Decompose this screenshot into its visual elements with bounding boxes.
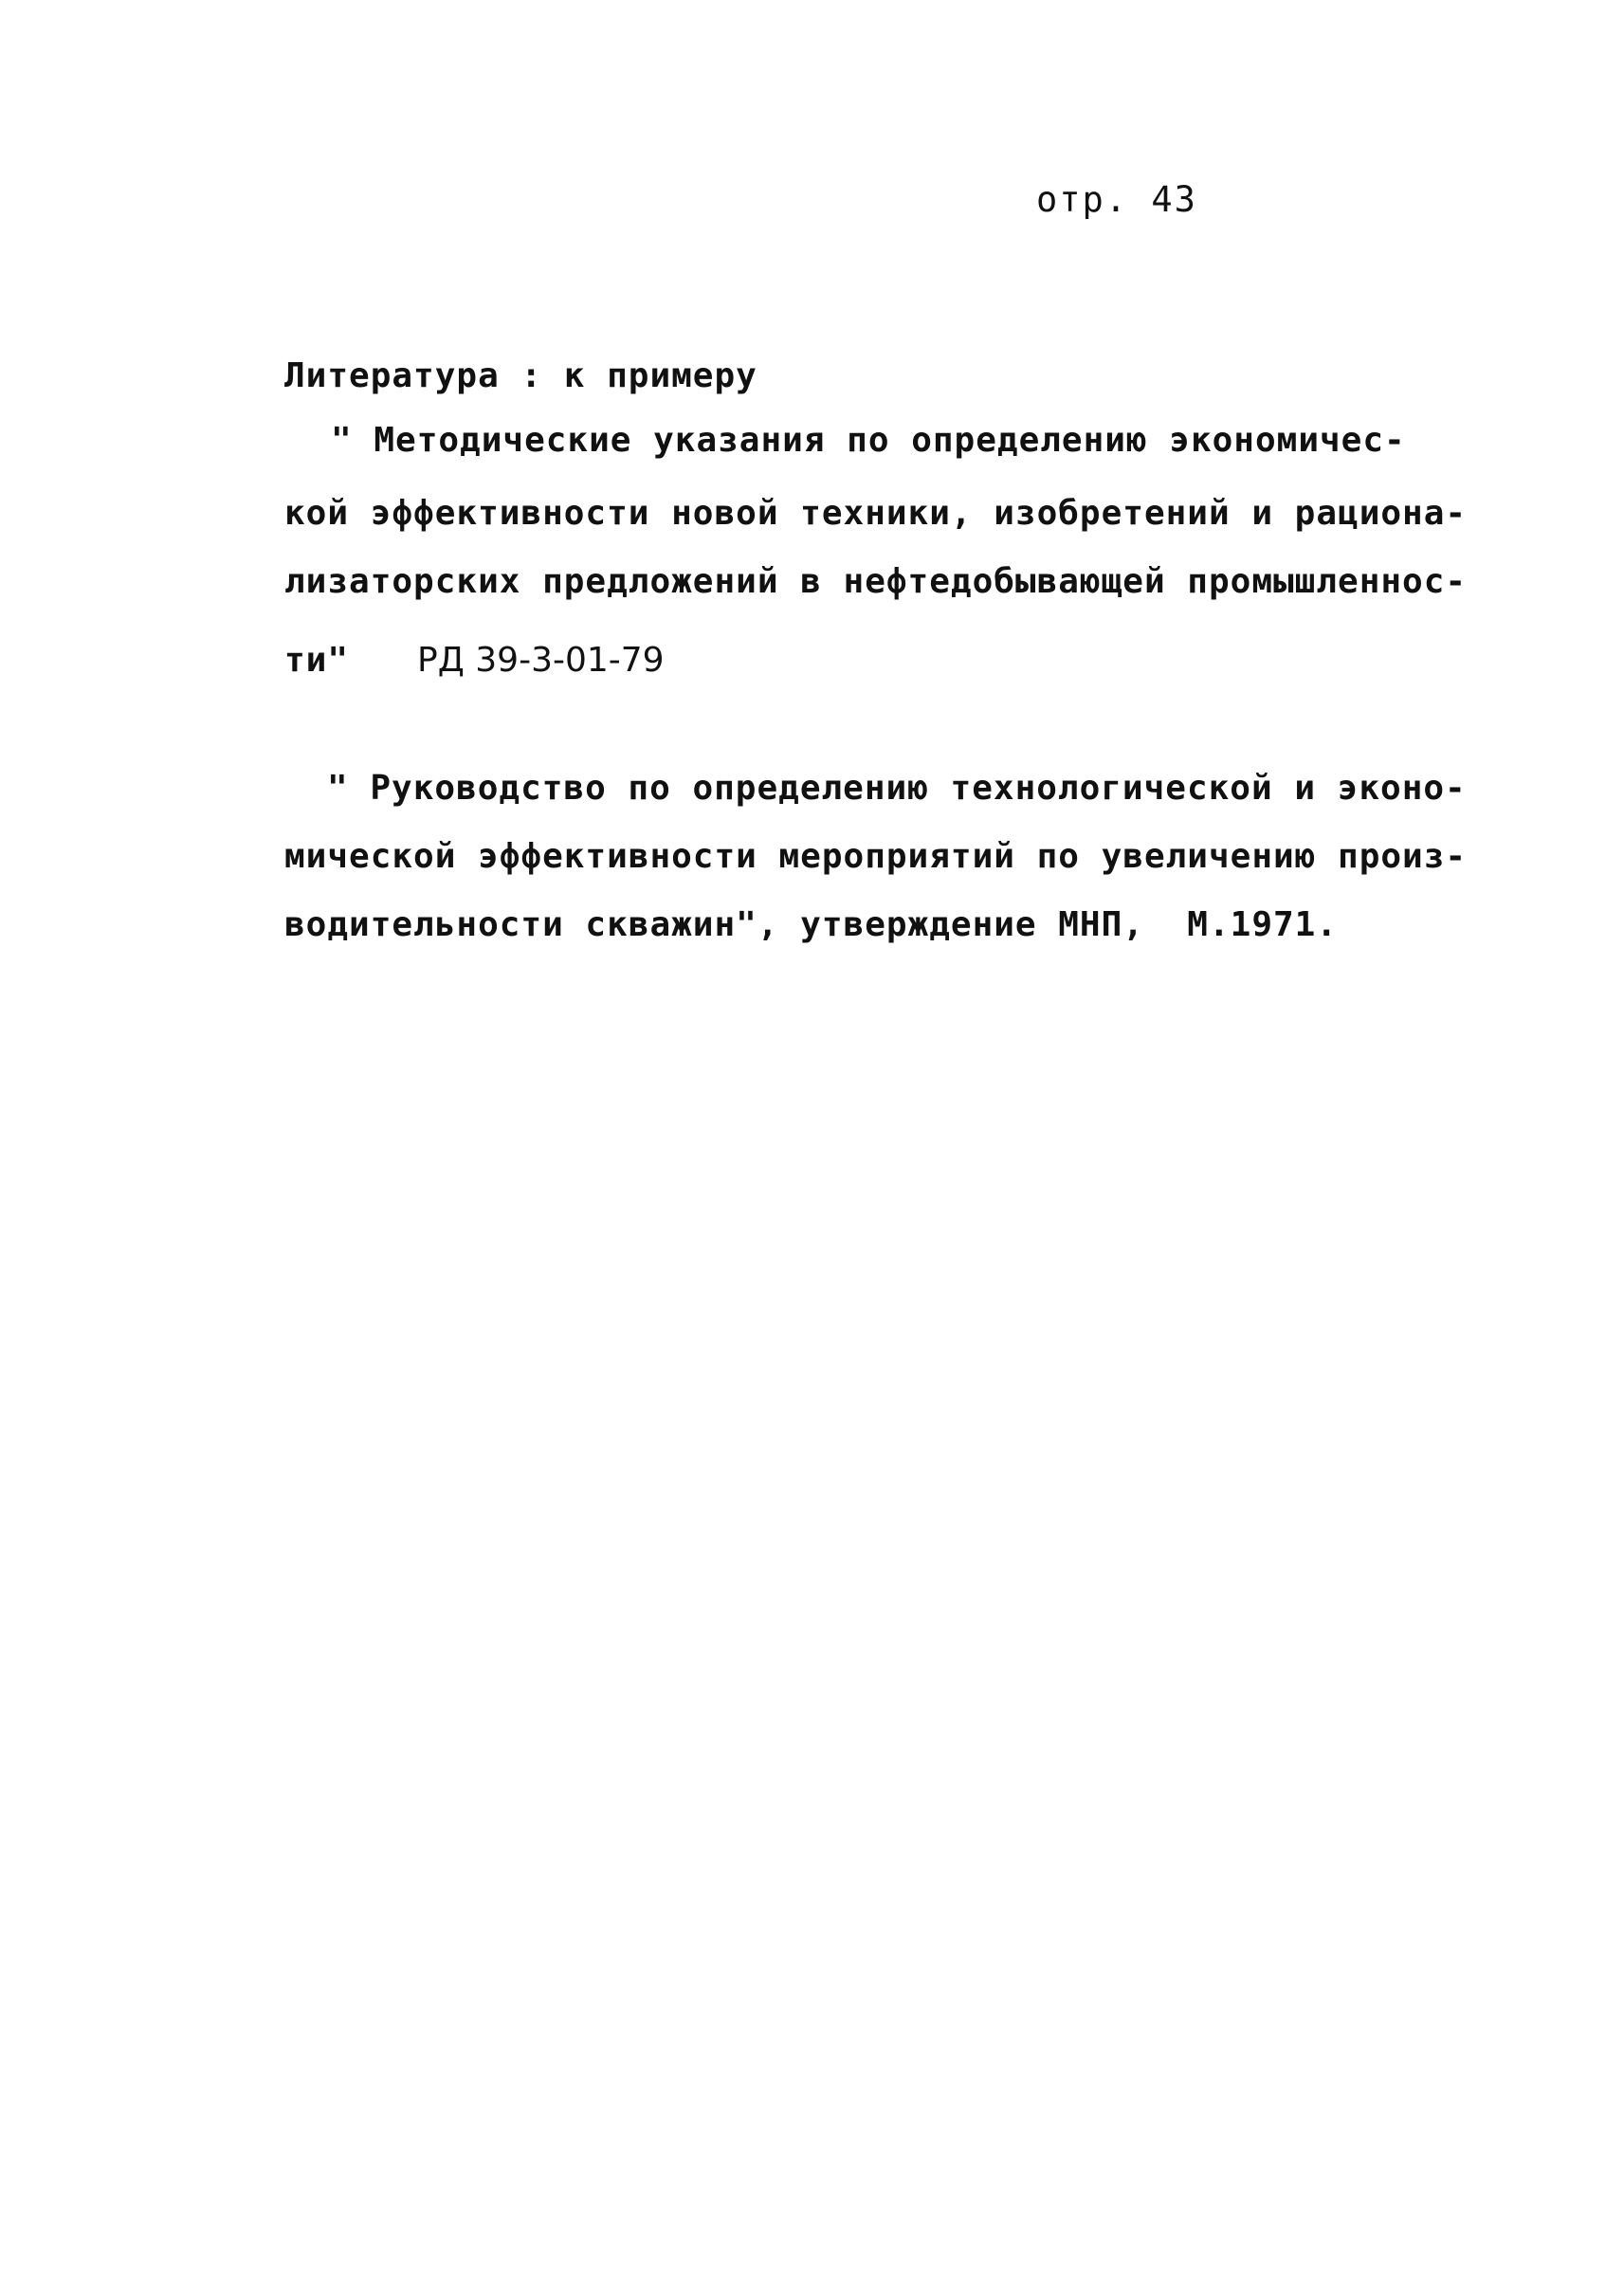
page-number: отр. 43 (1036, 179, 1197, 220)
reference-2-line-3: водительности скважин", утверждение МНП, М.1971. (284, 905, 1339, 944)
reference-1-document-code: РД 39-3-01-79 (417, 641, 665, 680)
reference-1-line-1: " Методические указания по определению экономичес- (331, 421, 1406, 460)
reference-2-line-2: мической эффективности мероприятий по увеличению произ- (284, 837, 1468, 876)
reference-1-line-2: кой эффективности новой техники, изобретений и рациона- (284, 494, 1468, 533)
literature-heading: Литература : к примеру (284, 356, 757, 395)
reference-1-line-3: лизаторских предложений в нефтедобывающей промышленнос- (284, 562, 1468, 601)
reference-1-line-4: ти" (284, 641, 350, 680)
reference-2-line-1: " Руководство по определению технологической и эконо- (327, 769, 1467, 808)
